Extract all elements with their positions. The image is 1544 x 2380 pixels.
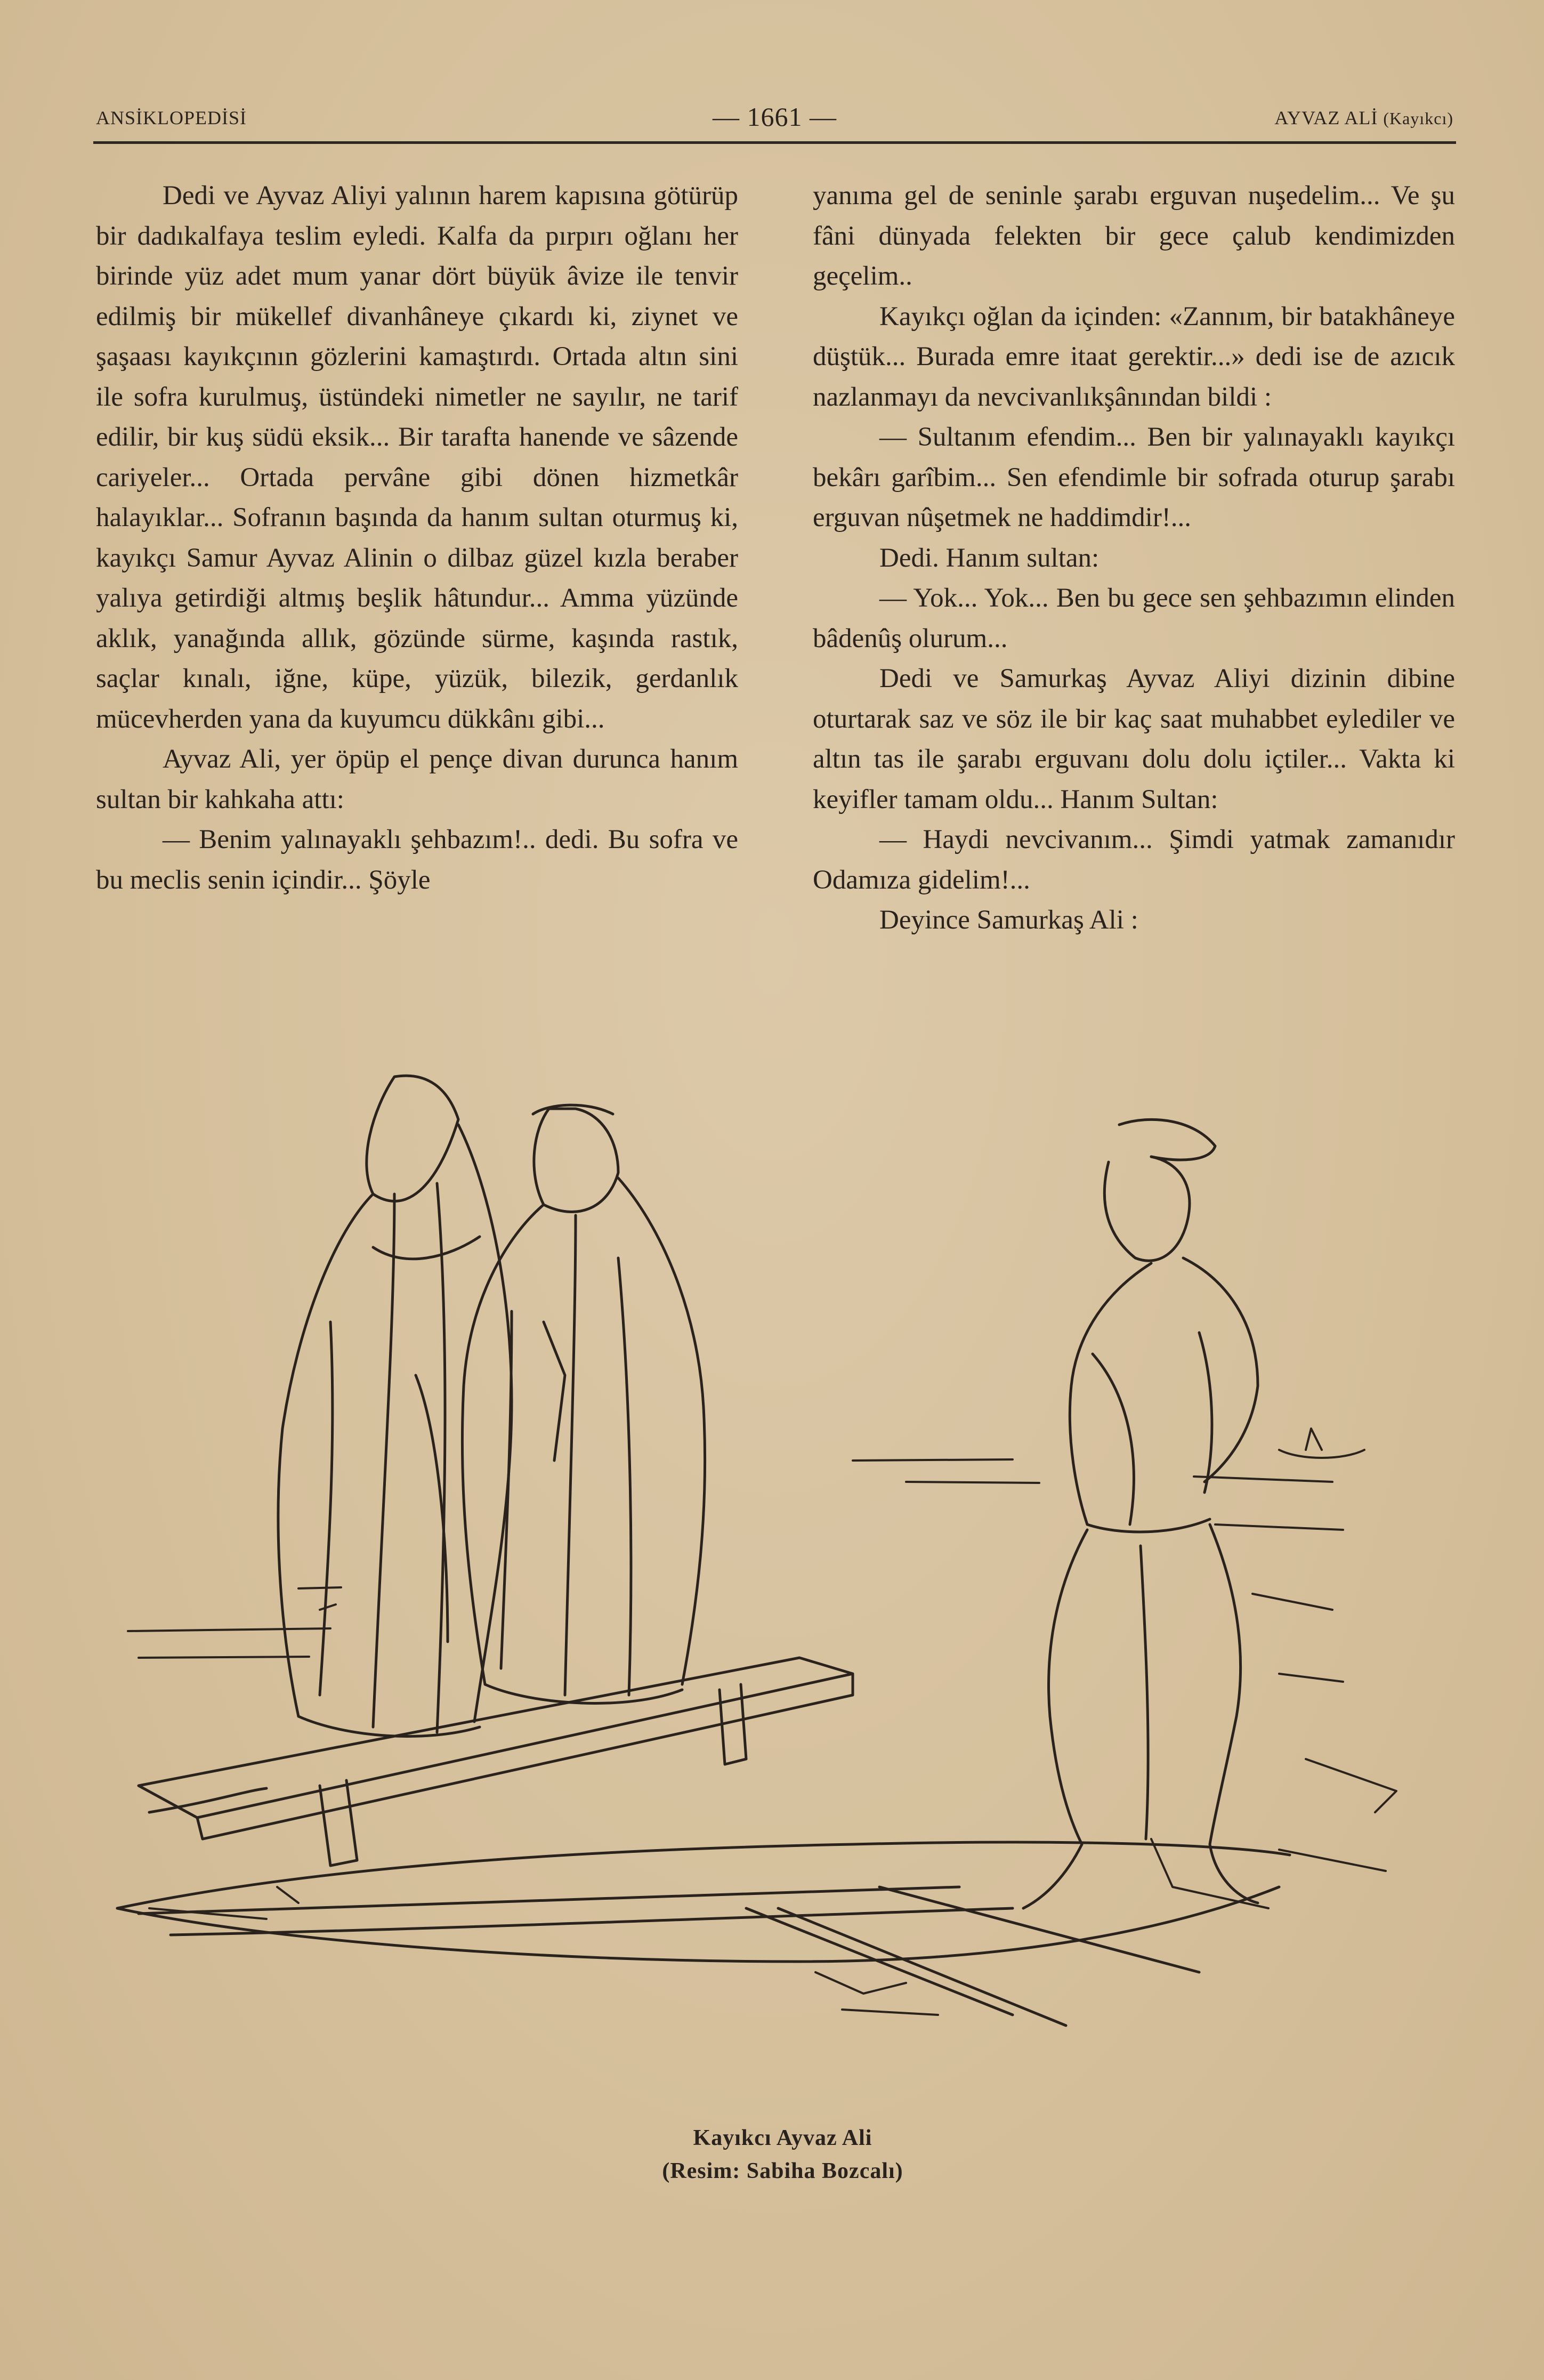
header-right [1274,107,1453,129]
robed-figure-middle [462,1105,705,1703]
header-right-subtitle: (Kayıkcı) [1383,109,1453,128]
paragraph: Ayvaz Ali, yer öpüp el pençe divan durunca hanım sultan bir kahkaha attı: [96,744,738,814]
paragraph: — Yok... Yok... Ben bu gece sen şehbazımın elinden bâdenûş olurum... [813,583,1455,654]
header-rule [93,141,1456,144]
distant-boat [1279,1429,1364,1458]
paragraph: — Sultanım efendim... Ben bir yalınayaklı kayıkçı bekârı garîbim... Sen efendimle bir sofrada oturup şarabı erguvan nûşetmek ne haddimdir!... [813,422,1455,533]
paragraph: Deyince Samurkaş Ali : [879,905,1138,935]
header-left: ANSİKLOPEDİSİ [96,107,247,128]
boatman-figure [1023,1119,1258,1908]
illustration-ink-drawing-icon [107,1055,1460,2100]
header-right-title: AYVAZ ALİ [1274,107,1378,128]
paragraph: Dedi ve Samurkaş Ayvaz Aliyi dizinin dibine oturtarak saz ve söz ile bir kaç saat muhabbet eylediler ve altın tas ile şarabı erguvanı dolu dolu içtiler... Vakta ki keyifler tamam oldu... Hanım Sultan: [813,664,1455,814]
paragraph: Dedi ve Ayvaz Aliyi yalının harem kapısına götürüp bir dadıkalfaya teslim eyledi. Kalfa da pırpırı oğlanı her birinde yüz adet mum yanar dört büyük âvize ile tenvir edilmiş bir mükellef divanhâneye çıkardı ki, ziynet ve şaşaası kayıkçının gözlerini kamaştırdı. Ortada altın sini ile sofra kurulmuş, üstündeki nimetler ne sayılır, ne tarif edilir, bir kuş südü eksik... Bir tarafta hanende ve sâzende cariyeler... Ortada pervâne gibi dönen hizmetkâr halayıklar... Sofranın başında da hanım sultan oturmuş ki, kayıkçı Samur Ayvaz Alinin o dilbaz güzel kızla beraber yalıya getirdiği altmış beşlik hâtundur... Amma yüzünde aklık, yanağında allık, gözünde sürme, kaşında rastık, saçlar kınalı, iğne, küpe, yüzük, bilezik, gerdanlık mücevherden yana da kuyumcu dükkânı gibi... [96,181,738,734]
boat-hull [117,1842,1290,2026]
paragraph: — Haydi nevcivanım... Şimdi yatmak zamanıdır Odamıza gidelim!... [813,825,1455,895]
paragraph: Dedi. Hanım sultan: [879,543,1100,573]
left-column [96,176,738,900]
figure-caption [0,2121,1544,2188]
running-header [96,101,1453,139]
paragraph: yanıma gel de seninle şarabı erguvan nuşedelim... Ve şu fâni dünyada felekten bir gece çalub kendimizden geçelim.. [813,181,1455,291]
caption-credit: (Resim: Sabiha Bozcalı) [662,2159,903,2183]
paragraph: — Benim yalınayaklı şehbazım!.. dedi. Bu sofra ve bu meclis senin içindir... Şöyle [96,825,738,895]
caption-title: Kayıkcı Ayvaz Ali [693,2126,872,2150]
right-column [813,176,1455,941]
paragraph: Kayıkçı oğlan da içinden: «Zannım, bir batakhâneye düştük... Burada emre itaat gerektir...» dedi ise de azıcık nazlanmayı da nevcivanlıkşânından bildi : [813,301,1455,412]
page-number: — 1661 — [713,102,837,132]
